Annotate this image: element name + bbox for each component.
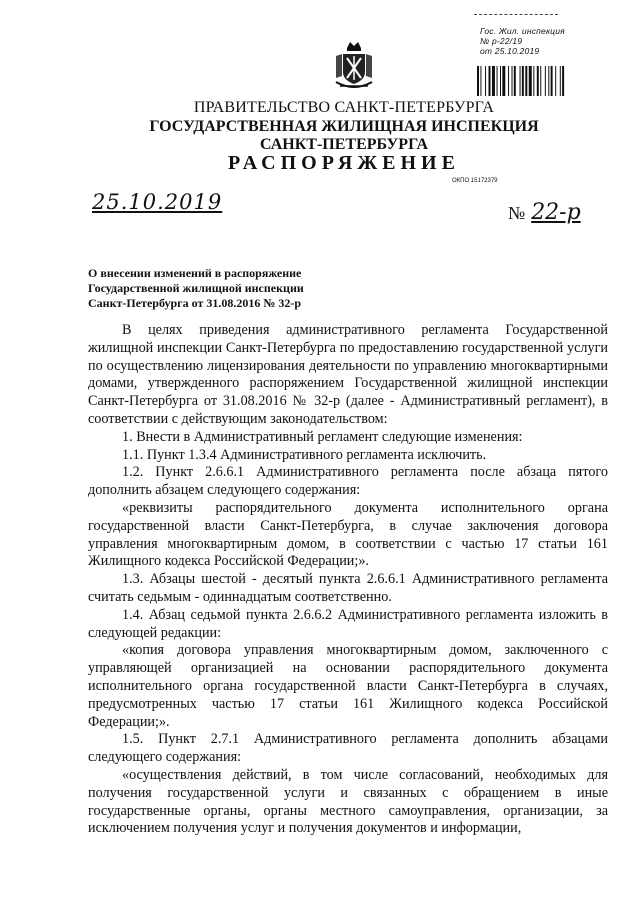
- subject-line: О внесении изменений в распоряжение: [88, 266, 302, 280]
- barcode-bar: [548, 66, 549, 96]
- stamp-line-1: Гос. Жил. инспекция: [480, 26, 565, 36]
- coat-of-arms-icon: [332, 40, 376, 92]
- barcode-bar: [477, 66, 479, 96]
- barcode-bar: [480, 66, 481, 96]
- inspection-title: ГОСУДАРСТВЕННАЯ ЖИЛИЩНАЯ ИНСПЕКЦИЯ: [149, 118, 539, 135]
- barcode: [477, 66, 595, 96]
- paragraph-quote-2: «копия договора управления многоквартирным домом, заключенного с управляющей организацией на основании распорядительного документа исполнительного органа государственной власти Санкт-Петербурга в случаях, предусмотренных частью 17 статьи 161 Жилищного кодекса Российской Федерации;».: [88, 642, 608, 730]
- barcode-bar: [522, 66, 524, 96]
- barcode-bar: [555, 66, 556, 96]
- barcode-bar: [545, 66, 546, 96]
- barcode-bar: [502, 66, 505, 96]
- paragraph-item-1-5: 1.5. Пункт 2.7.1 Административного регламента дополнить абзацами следующего содержания:: [88, 731, 608, 766]
- barcode-bar: [520, 66, 521, 96]
- document-body: [88, 322, 608, 838]
- stamp-line-2: № р-22/19: [480, 36, 523, 46]
- barcode-bar: [537, 66, 539, 96]
- document-subject: [88, 266, 304, 311]
- number-sign: №: [508, 203, 526, 223]
- barcode-bar: [525, 66, 527, 96]
- stamp-line-3: от 25.10.2019: [480, 46, 540, 56]
- barcode-bar: [560, 66, 561, 96]
- barcode-bar: [533, 66, 534, 96]
- paragraph-item-1: 1. Внести в Административный регламент следующие изменения:: [122, 428, 523, 445]
- barcode-bar: [500, 66, 501, 96]
- barcode-bar: [551, 66, 553, 96]
- document-type: РАСПОРЯЖЕНИЕ: [228, 152, 460, 174]
- subject-line: Санкт-Петербурга от 31.08.2016 № 32-р: [88, 296, 302, 310]
- government-title: ПРАВИТЕЛЬСТВО САНКТ-ПЕТЕРБУРГА: [193, 99, 495, 116]
- barcode-bar: [529, 66, 532, 96]
- paragraph-quote-1: «реквизиты распорядительного документа исполнительного органа государственной власти Санкт-Петербурга, в случае заключения договора управления многоквартирным домом, в соответствии с частью 17 статьи 161 Жилищного кодекса Российской Федерации;».: [88, 499, 608, 570]
- barcode-bar: [514, 66, 516, 96]
- barcode-bar: [485, 66, 486, 96]
- city-title: САНКТ-ПЕТЕРБУРГА: [259, 136, 429, 153]
- paragraph-item-1-1: 1.1. Пункт 1.3.4 Административного регламента исключить.: [122, 446, 487, 463]
- barcode-bar: [562, 66, 564, 96]
- okpo-code: ОКПО 15172379: [452, 178, 498, 184]
- number-value: 22-р: [531, 200, 581, 225]
- barcode-bar: [492, 66, 495, 96]
- barcode-bar: [540, 66, 541, 96]
- registration-stamp: [480, 26, 590, 56]
- paragraph-preamble: В целях приведения административного регламента Государственной жилищной инспекции Санкт-Петербурга по предоставлению государственной услуги по осуществлению лицензирования деятельности по управлению многоквартирными домами, утвержденного распоряжением Государственной жилищной инспекции Санкт-Петербурга от 31.08.2016 № 32-р (далее - Административный регламент), в соответствии с действующим законодательством:: [88, 322, 608, 427]
- document-number: [508, 200, 581, 225]
- barcode-bar: [489, 66, 491, 96]
- subject-line: Государственной жилищной инспекции: [88, 281, 304, 295]
- paragraph-item-1-4: 1.4. Абзац седьмой пункта 2.6.6.2 Административного регламента изложить в следующей редакции:: [88, 606, 608, 641]
- paragraph-quote-3: «осуществления действий, в том числе согласований, необходимых для получения государственной услуги и связанных с обращением в иные государственные органы, органы местного самоуправления, организации, за исключением получения услуг и получения документов и информации,: [88, 766, 608, 837]
- barcode-bar: [497, 66, 498, 96]
- document-date: 25.10.2019: [92, 190, 223, 214]
- barcode-bar: [512, 66, 513, 96]
- paragraph-item-1-2: 1.2. Пункт 2.6.6.1 Административного регламента после абзаца пятого дополнить абзацем следующего содержания:: [88, 464, 608, 499]
- stamp-dashed-line: [474, 14, 558, 15]
- paragraph-item-1-3: 1.3. Абзацы шестой - десятый пункта 2.6.6.1 Административного регламента считать седьмым - одиннадцатым соответственно.: [88, 571, 608, 605]
- barcode-bar: [508, 66, 509, 96]
